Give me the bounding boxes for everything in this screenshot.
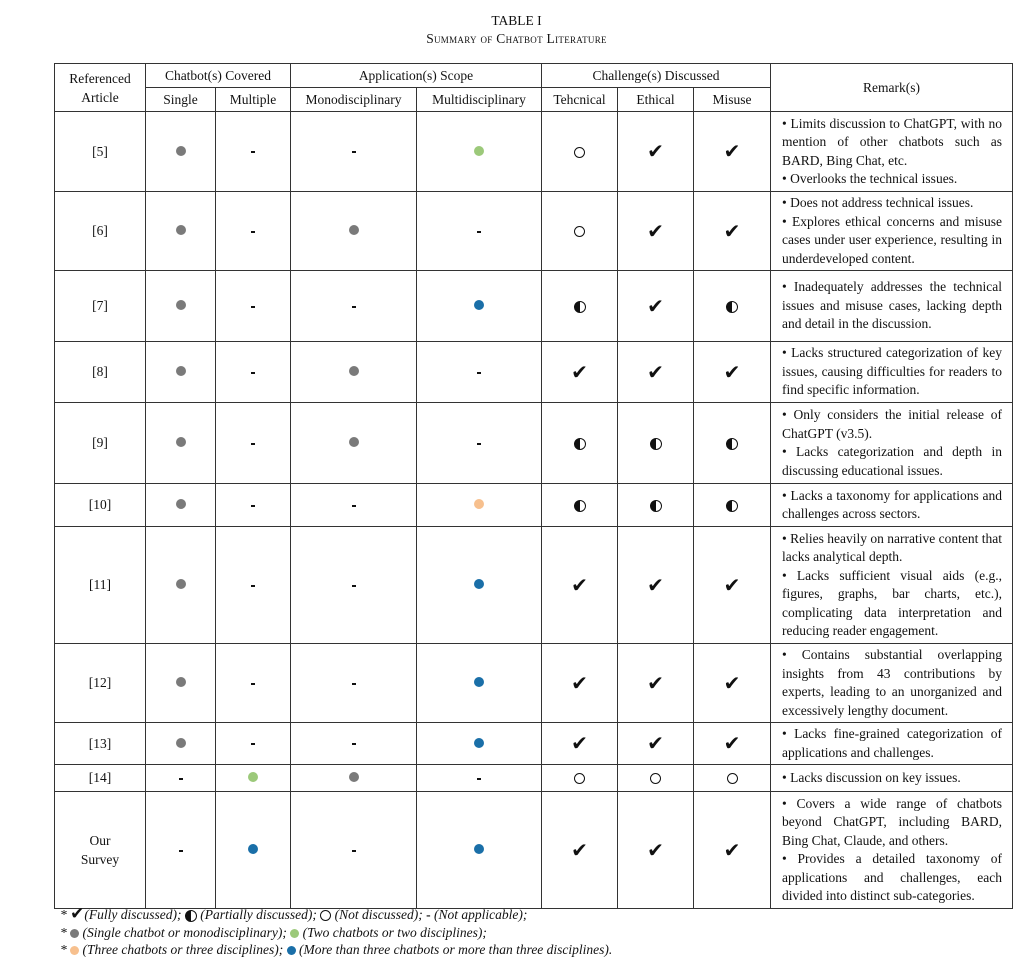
table-cell (291, 112, 417, 192)
dash-icon (251, 585, 255, 587)
table-row (55, 484, 1013, 527)
article-ref: [13] (55, 723, 146, 765)
gray-dot-icon (176, 677, 186, 687)
header-ethical: Ethical (618, 88, 694, 112)
dash-icon (179, 850, 183, 852)
half-circle-icon (650, 500, 662, 512)
check-icon: ✔ (723, 139, 741, 163)
blue-dot-icon (474, 300, 484, 310)
literature-table (54, 63, 1013, 909)
table-cell (542, 342, 618, 403)
dash-icon (352, 683, 356, 685)
circle-icon (650, 773, 661, 784)
remark-line: • Covers a wide range of chatbots beyond ChatGPT, including BARD, Bing Chat, Claude, and others. (782, 795, 1002, 848)
gray-dot-icon (176, 225, 186, 235)
header-mono: Monodisciplinary (291, 88, 417, 112)
table-row (55, 271, 1013, 342)
circle-icon (727, 773, 738, 784)
table-cell (694, 527, 771, 644)
circle-icon (320, 910, 331, 921)
table-cell (542, 527, 618, 644)
table-cell (694, 192, 771, 271)
note-three: (Three chatbots or three disciplines); (82, 942, 284, 957)
remark (771, 192, 1013, 271)
dash-icon: - (426, 907, 431, 922)
header-technical: Tehcnical (542, 88, 618, 112)
half-circle-icon (650, 438, 662, 450)
blue-dot-icon (474, 579, 484, 589)
check-icon: ✔ (723, 670, 741, 695)
table-cell (618, 342, 694, 403)
green-dot-icon (248, 772, 258, 782)
table-cell (291, 792, 417, 909)
table-cell (417, 112, 542, 192)
table-cell (216, 484, 291, 527)
check-icon: ✔ (647, 670, 664, 695)
header-article: Referenced Article (55, 64, 146, 112)
remark-line: • Lacks structured categorization of key issues, causing difficulties for readers to find specific information. (782, 345, 1002, 398)
table-cell (417, 403, 542, 484)
table-cell (216, 644, 291, 723)
blue-dot-icon (474, 738, 484, 748)
dash-icon (251, 505, 255, 507)
table-cell (146, 765, 216, 792)
header-chatbots: Chatbot(s) Covered (146, 64, 291, 88)
table-cell (146, 342, 216, 403)
article-ref: [10] (55, 484, 146, 527)
dash-icon (251, 151, 255, 153)
note-not: (Not discussed); (334, 907, 423, 922)
check-icon: ✔ (647, 837, 664, 862)
table-cell (417, 765, 542, 792)
table-cell (694, 342, 771, 403)
circle-icon (574, 773, 585, 784)
green-dot-icon (290, 929, 299, 938)
remark-line: • Does not address technical issues. (782, 195, 974, 210)
table-cell (618, 527, 694, 644)
table-cell (618, 112, 694, 192)
table-cell (291, 723, 417, 765)
table-cell (618, 792, 694, 909)
table-cell (542, 112, 618, 192)
check-icon: ✔ (723, 837, 741, 862)
table-cell (694, 644, 771, 723)
table-cell (291, 484, 417, 527)
blue-dot-icon (474, 677, 484, 687)
half-circle-icon (574, 500, 586, 512)
table-cell (417, 527, 542, 644)
gray-dot-icon (349, 366, 359, 376)
remark (771, 271, 1013, 342)
table-cell (146, 644, 216, 723)
article-ref: Our Survey (55, 792, 146, 909)
gray-dot-icon (349, 437, 359, 447)
table-cell (694, 792, 771, 909)
table-cell (216, 192, 291, 271)
dash-icon (352, 850, 356, 852)
table-cell (291, 342, 417, 403)
remark-line: • Only considers the initial release of ChatGPT (v3.5). (782, 407, 1002, 441)
remark-line: • Explores ethical concerns and misuse cases under user experience, resulting in underdeveloped content. (782, 213, 1002, 266)
header-multi: Multidisciplinary (417, 88, 542, 112)
remark (771, 644, 1013, 723)
remark (771, 527, 1013, 644)
header-remarks: Remark(s) (771, 64, 1013, 112)
check-icon: ✔ (571, 572, 588, 597)
check-icon: ✔ (723, 359, 741, 384)
gray-dot-icon (176, 499, 186, 509)
table-cell (618, 644, 694, 723)
circle-icon (574, 226, 585, 237)
half-circle-icon (574, 301, 586, 313)
check-icon: ✔ (647, 731, 664, 755)
table-cell (291, 271, 417, 342)
dash-icon (179, 778, 183, 780)
table-cell (618, 403, 694, 484)
gray-dot-icon (349, 772, 359, 782)
header-challenges: Challenge(s) Discussed (542, 64, 771, 88)
table-row (55, 112, 1013, 192)
check-icon: ✔ (70, 904, 85, 924)
table-cell (542, 792, 618, 909)
half-circle-icon (185, 910, 197, 922)
orange-dot-icon (474, 499, 484, 509)
table-cell (618, 271, 694, 342)
note-more: (More than three chatbots or more than three disciplines). (298, 942, 613, 957)
table-cell (216, 112, 291, 192)
table-cell (542, 644, 618, 723)
check-icon: ✔ (647, 572, 664, 597)
check-icon: ✔ (723, 572, 741, 597)
remark-line: • Lacks discussion on key issues. (782, 769, 961, 785)
table-notes (60, 906, 612, 959)
table-cell (618, 192, 694, 271)
remark-line: • Limits discussion to ChatGPT, with no mention of other chatbots such as BARD, Bing Chat, etc. (782, 115, 1002, 168)
table-cell (694, 765, 771, 792)
table-cell (694, 112, 771, 192)
blue-dot-icon (287, 946, 296, 955)
table-cell (542, 765, 618, 792)
table-cell (542, 403, 618, 484)
table-cell (216, 342, 291, 403)
gray-dot-icon (176, 300, 186, 310)
table-cell (146, 484, 216, 527)
table-cell (146, 403, 216, 484)
table-cell (618, 765, 694, 792)
header-multiple: Multiple (216, 88, 291, 112)
blue-dot-icon (474, 844, 484, 854)
check-icon: ✔ (571, 359, 588, 384)
gray-dot-icon (70, 929, 79, 938)
check-icon: ✔ (571, 670, 588, 695)
green-dot-icon (474, 146, 484, 156)
dash-icon (251, 231, 255, 233)
remark (771, 484, 1013, 527)
note-line-2: * (Single chatbot or monodisciplinary); (Two chatbots or two disciplines); (60, 924, 487, 940)
table-cell (417, 271, 542, 342)
article-ref: [8] (55, 342, 146, 403)
gray-dot-icon (176, 437, 186, 447)
table-cell (618, 723, 694, 765)
table-cell (694, 723, 771, 765)
header-misuse: Misuse (694, 88, 771, 112)
table-row (55, 342, 1013, 403)
remark (771, 342, 1013, 403)
article-ref: [6] (55, 192, 146, 271)
table-row (55, 765, 1013, 792)
note-partial: (Partially discussed); (200, 907, 317, 922)
circle-icon (574, 147, 585, 158)
table-cell (216, 765, 291, 792)
table-row (55, 792, 1013, 909)
gray-dot-icon (176, 146, 186, 156)
gray-dot-icon (176, 366, 186, 376)
dash-icon (251, 743, 255, 745)
article-ref: [5] (55, 112, 146, 192)
note-na: (Not applicable); (433, 907, 528, 922)
check-icon: ✔ (571, 731, 588, 755)
table-cell (417, 723, 542, 765)
table-row (55, 527, 1013, 644)
table-cell (146, 527, 216, 644)
remark-line: • Provides a detailed taxonomy of applications and challenges, each divided into distinct sub-categories. (782, 851, 1002, 903)
article-ref: [12] (55, 644, 146, 723)
article-ref: [14] (55, 765, 146, 792)
table-title: Summary of Chatbot Literature (426, 31, 607, 46)
note-line-1: * ✔(Fully discussed); (Partially discussed); (Not discussed); - (Not applicable); (60, 904, 528, 924)
table-cell (291, 765, 417, 792)
table-cell (417, 792, 542, 909)
article-ref: [9] (55, 403, 146, 484)
table-cell (694, 403, 771, 484)
remark-line: • Contains substantial overlapping insights from 43 contributions by experts, leading to an unorganized and excessively lengthy document. (782, 647, 1002, 718)
table-cell (216, 403, 291, 484)
note-full: (Fully discussed); (84, 907, 182, 922)
header-single: Single (146, 88, 216, 112)
table-cell (542, 723, 618, 765)
table-cell (146, 792, 216, 909)
table-cell (694, 484, 771, 527)
table-cell (146, 192, 216, 271)
table-cell (542, 192, 618, 271)
article-ref: [11] (55, 527, 146, 644)
dash-icon (477, 372, 481, 374)
dash-icon (477, 231, 481, 233)
article-ref: [7] (55, 271, 146, 342)
table-cell (216, 792, 291, 909)
table-cell (291, 192, 417, 271)
remark (771, 112, 1013, 192)
table-cell (146, 723, 216, 765)
table-row (55, 403, 1013, 484)
dash-icon (251, 443, 255, 445)
orange-dot-icon (70, 946, 79, 955)
table-cell (146, 112, 216, 192)
table-row (55, 192, 1013, 271)
check-icon: ✔ (647, 139, 664, 163)
remark (771, 403, 1013, 484)
note-two: (Two chatbots or two disciplines); (302, 924, 487, 940)
table-label: TABLE I (491, 13, 542, 28)
table-cell (417, 342, 542, 403)
note-line-3: * (Three chatbots or three disciplines); (More than three chatbots or more than three disciplines). (60, 942, 613, 957)
half-circle-icon (726, 500, 738, 512)
table-cell (542, 271, 618, 342)
table-cell (291, 527, 417, 644)
table-cell (216, 271, 291, 342)
header-scope: Application(s) Scope (291, 64, 542, 88)
table-cell (216, 723, 291, 765)
table-cell (417, 484, 542, 527)
table-cell (146, 271, 216, 342)
table-cell (291, 403, 417, 484)
blue-dot-icon (248, 844, 258, 854)
table-row (55, 723, 1013, 765)
remark-line: • Lacks categorization and depth in discussing educational issues. (782, 444, 1002, 478)
half-circle-icon (574, 438, 586, 450)
dash-icon (251, 372, 255, 374)
check-icon: ✔ (723, 218, 741, 243)
check-icon: ✔ (647, 359, 664, 384)
dash-icon (477, 443, 481, 445)
check-icon: ✔ (647, 218, 664, 243)
remark-line: • Overlooks the technical issues. (782, 171, 958, 186)
check-icon: ✔ (723, 731, 741, 755)
remark-line: • Lacks a taxonomy for applications and challenges across sectors. (782, 487, 1002, 521)
dash-icon (477, 778, 481, 780)
gray-dot-icon (176, 738, 186, 748)
table-cell (417, 192, 542, 271)
remark-line: • Inadequately addresses the technical issues and misuse cases, lacking depth and detail in the discussion. (782, 279, 1002, 332)
half-circle-icon (726, 438, 738, 450)
remark-line: • Relies heavily on narrative content that lacks analytical depth. (782, 530, 1002, 564)
remark-line: • Lacks fine-grained categorization of applications and challenges. (782, 726, 1002, 760)
gray-dot-icon (176, 579, 186, 589)
dash-icon (352, 743, 356, 745)
table-cell (417, 644, 542, 723)
table-row (55, 644, 1013, 723)
remark-line: • Lacks sufficient visual aids (e.g., figures, graphs, bar charts, etc.), complicating data interpretation and reducing reader engagement. (782, 567, 1002, 638)
table-cell (542, 484, 618, 527)
dash-icon (251, 683, 255, 685)
table-cell (216, 527, 291, 644)
note-single: (Single chatbot or monodisciplinary); (82, 924, 287, 940)
table-cell (694, 271, 771, 342)
half-circle-icon (726, 301, 738, 313)
remark (771, 765, 1013, 792)
dash-icon (352, 505, 356, 507)
check-icon: ✔ (571, 837, 588, 862)
remark (771, 792, 1013, 909)
dash-icon (352, 151, 356, 153)
dash-icon (352, 585, 356, 587)
table-cell (291, 644, 417, 723)
table-cell (618, 484, 694, 527)
check-icon: ✔ (647, 293, 664, 318)
gray-dot-icon (349, 225, 359, 235)
remark (771, 723, 1013, 765)
dash-icon (352, 306, 356, 308)
dash-icon (251, 306, 255, 308)
